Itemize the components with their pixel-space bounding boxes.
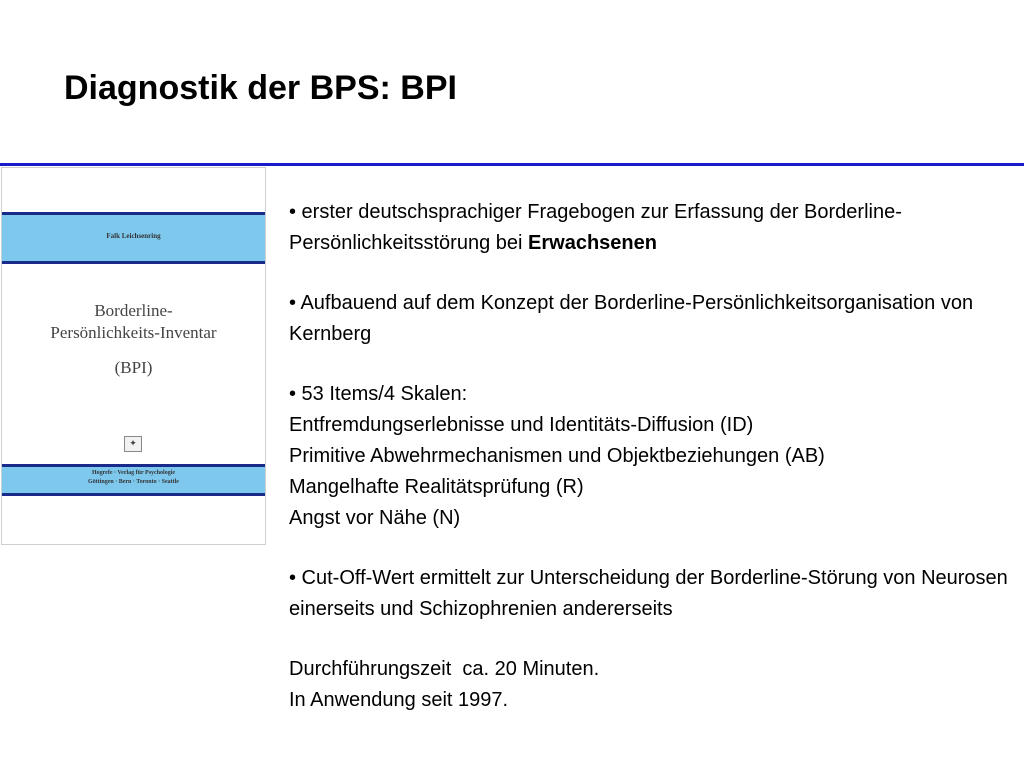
- bullet-kernberg-concept: • Aufbauend auf dem Konzept der Borderline-Persönlichkeitsorganisation von Kernberg: [289, 292, 974, 345]
- scale-item: Mangelhafte Realitätsprüfung (R): [289, 476, 584, 498]
- bullet-cut-off: • Cut-Off-Wert ermittelt zur Unterscheidung der Borderline-Störung von Neurosen einerseits und Schizophrenien andererseits: [289, 567, 1008, 620]
- bullet-items-scales: [289, 379, 1009, 534]
- book-cover-image: [1, 167, 266, 545]
- in-use-text: In Anwendung seit 1997.: [289, 689, 509, 711]
- scales-heading: • 53 Items/4 Skalen:: [289, 383, 468, 405]
- scale-item: Primitive Abwehrmechanismen und Objektbeziehungen (AB): [289, 445, 825, 467]
- bullet-first-german-questionnaire: [289, 197, 1009, 259]
- cover-title-line: Persönlichkeits-Inventar: [50, 323, 217, 342]
- duration-text: Durchführungszeit ca. 20 Minuten.: [289, 658, 600, 680]
- cover-publisher-line: Hogrefe · Verlag für Psychologie: [91, 470, 176, 476]
- admin-info: [289, 654, 1009, 716]
- bullet-text: • erster deutschsprachiger Fragebogen zur Erfassung der Borderline-Persönlichkeitsstörung bei: [289, 201, 902, 254]
- cover-title-line: Borderline-: [94, 301, 173, 320]
- slide-content: [289, 197, 1009, 745]
- cover-publisher-line: Göttingen · Bern · Toronto · Seattle: [88, 479, 179, 485]
- cover-title: [2, 300, 265, 344]
- cover-author: Falk Leichsenring: [106, 232, 161, 240]
- scale-item: Entfremdungserlebnisse und Identitäts-Diffusion (ID): [289, 414, 754, 436]
- slide-title: Diagnostik der BPS: BPI: [64, 69, 457, 107]
- scale-item: Angst vor Nähe (N): [289, 507, 461, 529]
- title-divider: [0, 163, 1024, 166]
- cover-abbreviation: (BPI): [114, 358, 153, 377]
- cover-publisher: [2, 469, 265, 487]
- publisher-logo-icon: ✦: [124, 436, 142, 452]
- bullet-emphasis: Erwachsenen: [528, 232, 657, 254]
